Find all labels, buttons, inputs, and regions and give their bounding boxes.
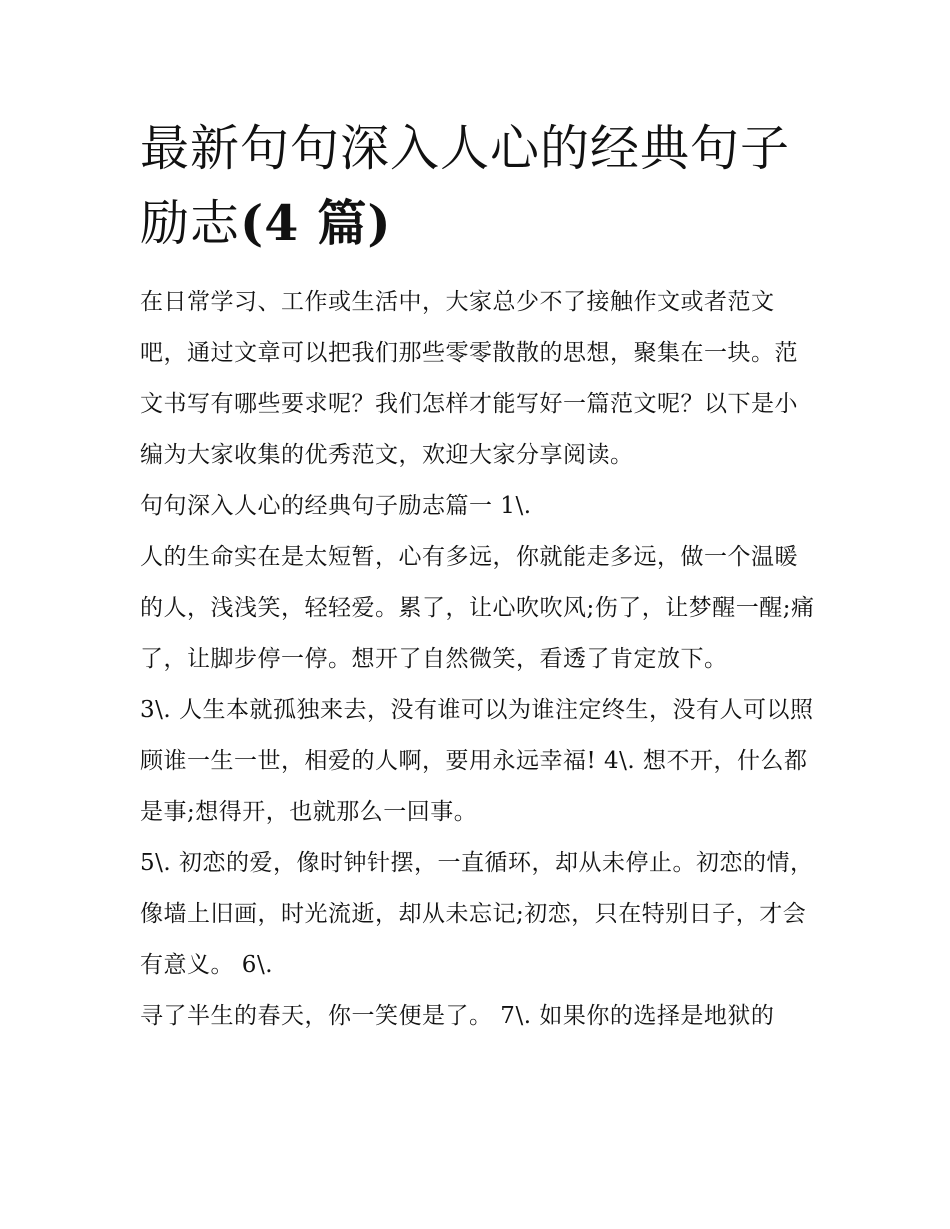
paragraph-quote-7: 寻了半生的春天，你一笑便是了。 7\. 如果你的选择是地狱的 [140, 1003, 775, 1029]
document-title-main: 最新句句深入人心的经典句子励志 [140, 120, 791, 252]
paragraph-quote-3-4: 3\. 人生本就孤独来去，没有谁可以为谁注定终生，没有人可以照顾谁一生一世，相爱的人啊，要用永远幸福! 4\. 想不开，什么都是事;想得开，也就那么一回事。 [140, 697, 814, 825]
document-title-suffix: (4 篇) [240, 194, 392, 252]
document-title [140, 112, 820, 261]
document-page [140, 112, 820, 1042]
paragraph-intro: 在日常学习、工作或生活中，大家总少不了接触作文或者范文吧，通过文章可以把我们那些零零散散的思想，聚集在一块。范文书写有哪些要求呢？我们怎样才能写好一篇范文呢？以下是小编为大家收集的优秀范文，欢迎大家分享阅读。 [140, 289, 798, 468]
paragraph-quote-1: 人的生命实在是太短暂，心有多远，你就能走多远，做一个温暖的人，浅浅笑，轻轻爱。累了，让心吹吹风;伤了，让梦醒一醒;痛了，让脚步停一停。想开了自然微笑，看透了肯定放下。 [140, 544, 815, 672]
paragraph-section-heading: 句句深入人心的经典句子励志篇一 1\. [140, 493, 532, 519]
paragraph-quote-5-6: 5\. 初恋的爱，像时钟针摆，一直循环，却从未停止。初恋的情，像墙上旧画，时光流逝，却从未忘记;初恋，只在特别日子，才会有意义。 6\. [140, 850, 814, 978]
